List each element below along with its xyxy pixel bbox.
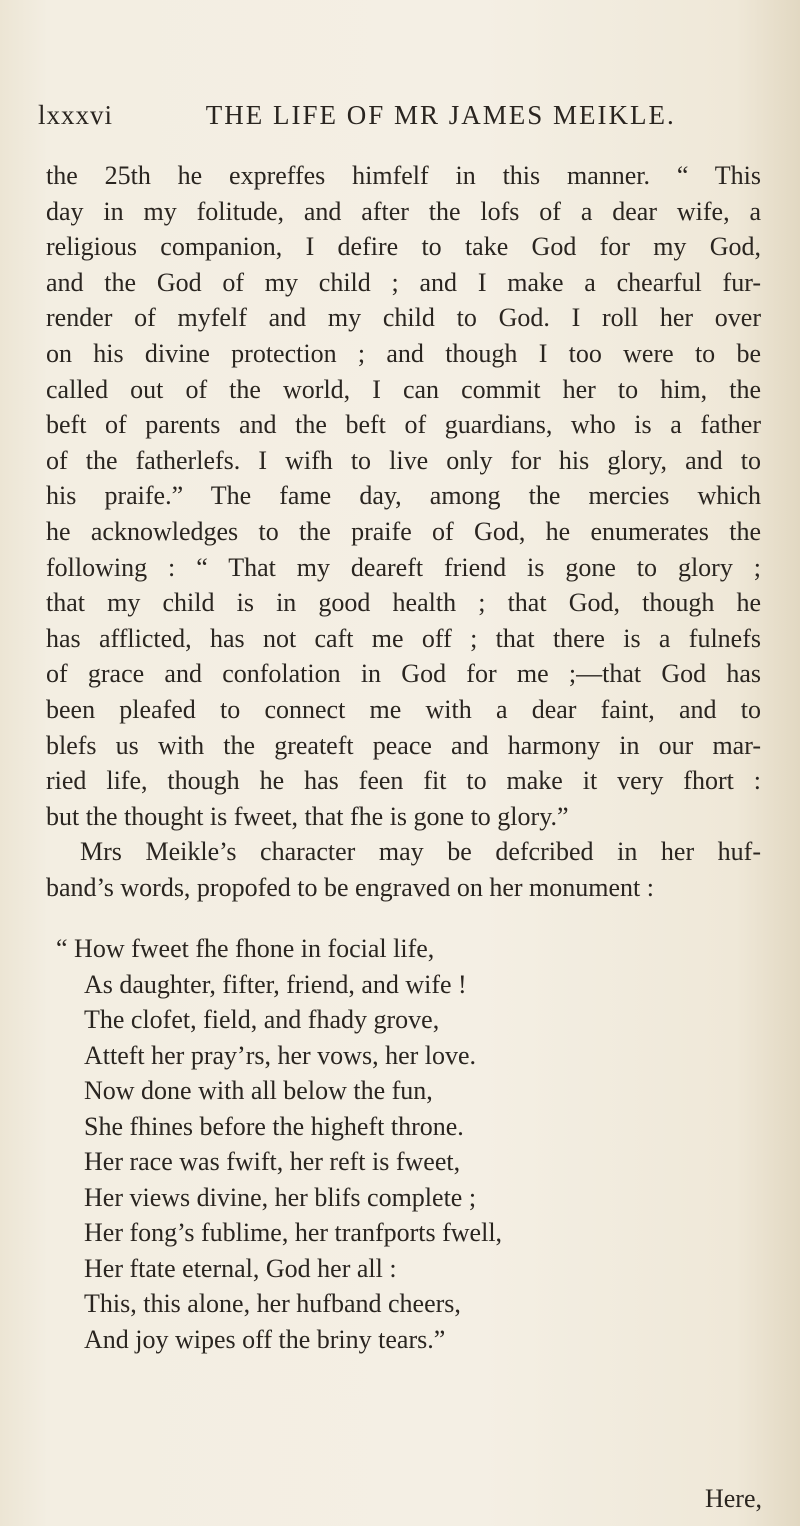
text-line: religious companion, I defire to take God for my God, (46, 232, 761, 262)
catchword: Here, (704, 1484, 762, 1513)
verse-line: Her views divine, her blifs complete ; (84, 1182, 477, 1212)
text-line: ried life, though he has feen fit to make it very fhort : (46, 766, 761, 796)
paragraph-1 (46, 158, 761, 834)
page-header (38, 100, 758, 131)
text-line: blefs us with the greateft peace and harmony in our mar- (46, 730, 761, 760)
text-line: band’s words, propofed to be engraved on her monument : (46, 872, 654, 902)
text-line: that my child is in good health ; that God, though he (46, 588, 761, 618)
text-line: and the God of my child ; and I make a chearful fur- (46, 267, 761, 297)
body-text (46, 158, 761, 1357)
text-line: he acknowledges to the praife of God, he enumerates the (46, 516, 761, 546)
text-line: day in my folitude, and after the lofs of a dear wife, a (46, 196, 761, 226)
verse-line: The clofet, field, and fhady grove, (84, 1005, 440, 1035)
text-line: beft of parents and the beft of guardians, who is a father (46, 410, 761, 440)
text-line: of the fatherlefs. I wifh to live only for his glory, and to (46, 445, 761, 475)
verse-line: As daughter, fifter, friend, and wife ! (84, 969, 467, 999)
verse-line: Her ftate eternal, God her all : (84, 1253, 397, 1283)
text-line: but the thought is fweet, that fhe is gone to glory.” (46, 801, 569, 831)
running-head: THE LIFE OF MR JAMES MEIKLE. (205, 100, 676, 130)
text-line: render of myfelf and my child to God. I roll her over (46, 303, 761, 333)
verse-line: “ How fweet fhe fhone in focial life, (56, 934, 435, 964)
verse-line: Her fong’s fublime, her tranfports fwell, (84, 1218, 503, 1248)
verse-line: Now done with all below the fun, (84, 1076, 433, 1106)
verse-line: This, this alone, her hufband cheers, (84, 1289, 461, 1319)
text-line: on his divine protection ; and though I too were to be (46, 338, 761, 368)
text-line: his praife.” The fame day, among the mercies which (46, 481, 761, 511)
text-line: been pleafed to connect me with a dear faint, and to (46, 694, 761, 724)
page-number: lxxxvi (38, 100, 114, 130)
text-line: has afflicted, has not caft me off ; that there is a fulnefs (46, 623, 761, 653)
text-line: of grace and confolation in God for me ;—that God has (46, 659, 761, 689)
text-line: Mrs Meikle’s character may be defcribed in her huf- (80, 837, 761, 867)
text-line: following : “ That my deareft friend is gone to glory ; (46, 552, 761, 582)
epitaph-verse (46, 931, 761, 1357)
verse-line: And joy wipes off the briny tears.” (84, 1324, 446, 1354)
verse-line: Atteft her pray’rs, her vows, her love. (84, 1040, 477, 1070)
text-line: the 25th he expreffes himfelf in this manner. “ This (46, 161, 761, 190)
paragraph-2 (46, 834, 761, 905)
verse-line: Her race was fwift, her reft is fweet, (84, 1147, 461, 1177)
text-line: called out of the world, I can commit her to him, the (46, 374, 761, 404)
verse-line: She fhines before the higheft throne. (84, 1111, 464, 1141)
